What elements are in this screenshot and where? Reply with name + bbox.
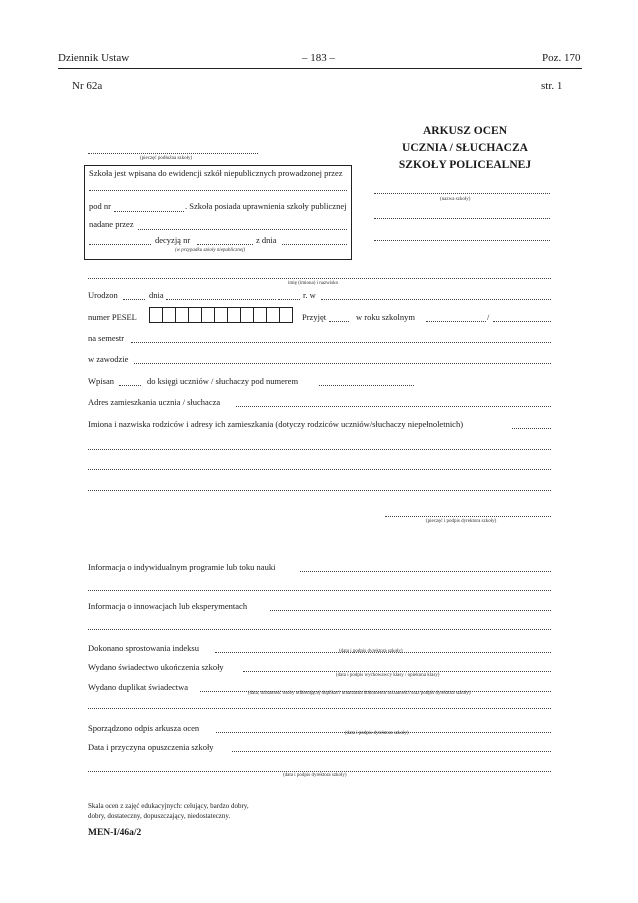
grade-scale-line-2: dobry, dostateczny, dopuszczający, niedostateczny. xyxy=(88,812,231,820)
born-suffix-field[interactable] xyxy=(123,299,145,300)
sheet-page: str. 1 xyxy=(541,80,563,92)
pesel-digit[interactable] xyxy=(150,308,163,322)
pesel-digit[interactable] xyxy=(163,308,176,322)
registry-rights: . Szkoła posiada uprawnienia szkoły publicznej xyxy=(185,201,347,211)
registry-box xyxy=(84,165,352,260)
granted-by-field[interactable] xyxy=(138,229,347,230)
birth-place-field[interactable] xyxy=(321,299,551,300)
leaving-field[interactable] xyxy=(232,751,551,752)
innovation-field[interactable] xyxy=(270,610,551,611)
pesel-digit[interactable] xyxy=(254,308,267,322)
pesel-label: numer PESEL xyxy=(88,312,137,322)
parents-field-3[interactable] xyxy=(88,469,551,470)
admitted-label: Przyjęt xyxy=(302,312,327,322)
address-label: Adres zamieszkania ucznia / słuchacza xyxy=(88,397,221,407)
birth-date-field[interactable] xyxy=(166,299,276,300)
certificate-label: Wydano świadectwo ukończenia szkoły xyxy=(88,662,224,672)
certificate-field[interactable] xyxy=(243,671,551,672)
registry-no-field[interactable] xyxy=(114,211,184,212)
pesel-digit[interactable] xyxy=(241,308,254,322)
profession-field[interactable] xyxy=(134,363,551,364)
leaving-field-2[interactable] xyxy=(88,771,551,772)
individual-program-field-2[interactable] xyxy=(88,590,551,591)
pesel-digit[interactable] xyxy=(202,308,215,322)
duplicate-label: Wydano duplikat świadectwa xyxy=(88,682,189,692)
grade-scale-line-1: Skala ocen z zajęć edukacyjnych: celujący, bardzo dobry, xyxy=(88,802,249,810)
duplicate-caption: (data, tożsamość osoby odbierającej duplikat i umarzania dokumentu tożsamości oraz podpis dyrektora szkoły) xyxy=(248,691,471,696)
pesel-digit[interactable] xyxy=(176,308,189,322)
innovation-label: Informacja o innowacjach lub eksperymentach xyxy=(88,601,248,611)
document-title xyxy=(390,123,540,174)
book-number-field[interactable] xyxy=(319,385,414,386)
individual-program-label: Informacja o indywidualnym programie lub toku nauki xyxy=(88,562,276,572)
position-number: Poz. 170 xyxy=(542,52,581,64)
correction-caption: (data i podpis dyrektora szkoły) xyxy=(339,649,403,654)
parents-field-4[interactable] xyxy=(88,490,551,491)
pesel-boxes[interactable] xyxy=(149,307,293,323)
address-field[interactable] xyxy=(236,406,551,407)
pesel-digit[interactable] xyxy=(215,308,228,322)
pesel-digit[interactable] xyxy=(228,308,241,322)
school-name-caption: (nazwa szkoły) xyxy=(440,197,471,202)
duplicate-field-2[interactable] xyxy=(88,708,551,709)
correction-label: Dokonano sprostowania indeksu xyxy=(88,643,199,653)
registry-caption: (w przypadku szkoły niepublicznej) xyxy=(175,248,246,253)
parents-label: Imiona i nazwiska rodziców i adresy ich zamieszkania (dotyczy rodziców uczniów/słuchaczy niepełnoletnich) xyxy=(88,419,464,429)
school-year-label: w roku szkolnym xyxy=(356,312,416,322)
copy-label: Sporządzono odpis arkusza ocen xyxy=(88,723,200,733)
title-line-1: ARKUSZ OCEN xyxy=(422,125,508,137)
semester-label: na semestr xyxy=(88,333,125,343)
school-name-field-3[interactable] xyxy=(374,240,550,241)
pesel-digit[interactable] xyxy=(267,308,280,322)
header-rule xyxy=(58,68,582,69)
innovation-field-2[interactable] xyxy=(88,629,551,630)
director-signature-field[interactable] xyxy=(385,516,551,517)
parents-field[interactable] xyxy=(512,428,551,429)
born-label: Urodzon xyxy=(88,290,118,300)
stamp-field[interactable] xyxy=(88,153,258,154)
born-day-label: dnia xyxy=(149,290,164,300)
decision-date-field[interactable] xyxy=(282,244,347,245)
decision-label: decyzją nr xyxy=(155,235,191,245)
decision-no-field[interactable] xyxy=(197,244,253,245)
decision-prefix-field[interactable] xyxy=(89,244,151,245)
school-year-end-field[interactable] xyxy=(493,321,551,322)
issue-number: Nr 62a xyxy=(72,80,103,92)
decision-date-label: z dnia xyxy=(256,235,277,245)
entered-label: Wpisan xyxy=(88,376,114,386)
journal-name: Dziennik Ustaw xyxy=(58,52,130,64)
title-line-2: UCZNIA / SŁUCHACZA xyxy=(402,142,528,154)
school-year-start-field[interactable] xyxy=(426,321,486,322)
student-name-caption: imię (imiona) i nazwisko xyxy=(288,281,339,286)
individual-program-field[interactable] xyxy=(300,571,551,572)
granted-by-label: nadane przez xyxy=(89,219,134,229)
registry-no-label: pod nr xyxy=(89,201,111,211)
entered-book-label: do księgi uczniów / słuchaczy pod numerem xyxy=(147,376,299,386)
pesel-digit[interactable] xyxy=(280,308,292,322)
semester-field[interactable] xyxy=(131,342,551,343)
school-year-sep: / xyxy=(487,312,490,322)
registry-line-1: Szkoła jest wpisana do ewidencji szkół niepublicznych prowadzonej przez xyxy=(89,168,343,178)
stamp-caption: (pieczęć podłużna szkoły) xyxy=(140,156,193,161)
student-name-field[interactable] xyxy=(88,278,551,279)
title-line-3: SZKOŁY POLICEALNEJ xyxy=(398,159,532,171)
profession-label: w zawodzie xyxy=(88,354,129,364)
born-year-label: r. w xyxy=(303,290,316,300)
leaving-label: Data i przyczyna opuszczenia szkoły xyxy=(88,742,214,752)
registry-authority-field[interactable] xyxy=(89,190,347,191)
page-number: – 183 – xyxy=(302,52,335,64)
form-code: MEN-I/46a/2 xyxy=(88,828,142,838)
parents-field-2[interactable] xyxy=(88,449,551,450)
director-caption: (pieczęć i podpis dyrektora szkoły) xyxy=(426,519,497,524)
school-name-field-2[interactable] xyxy=(374,218,550,219)
leaving-caption: (data i podpis dyrektora szkoły) xyxy=(283,773,347,778)
admitted-suffix-field[interactable] xyxy=(329,321,349,322)
certificate-caption: (data i podpis wychowawcy klasy / opiekuna klasy) xyxy=(336,673,440,678)
copy-caption: (data i podpis dyrektora szkoły) xyxy=(345,731,409,736)
pesel-digit[interactable] xyxy=(189,308,202,322)
birth-year-field[interactable] xyxy=(278,299,300,300)
entered-suffix-field[interactable] xyxy=(119,385,141,386)
school-name-field[interactable] xyxy=(374,193,550,194)
